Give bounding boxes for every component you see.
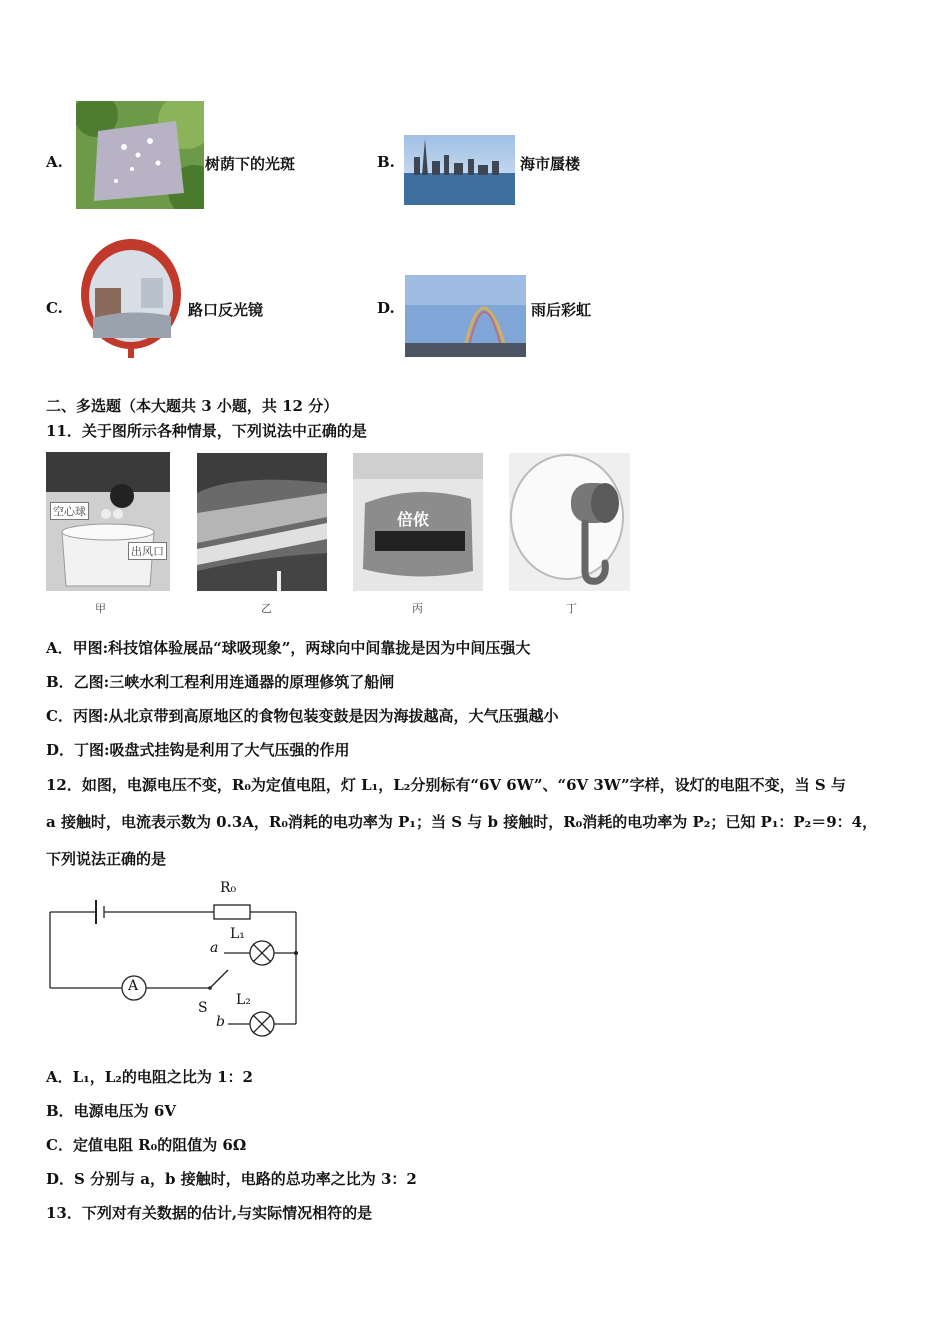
mirage-skyline-image <box>404 135 515 205</box>
contact-b-label: b <box>216 1014 225 1030</box>
q12-option-c: C．定值电阻 R₀的阻值为 6Ω <box>46 1136 247 1154</box>
option-a-letter: A. <box>46 153 63 171</box>
bag-brand-text: 倍侬 <box>397 510 430 529</box>
caption-jia: 甲 <box>95 602 106 615</box>
contact-a-label: a <box>210 940 219 956</box>
three-gorges-dam-image <box>197 453 327 591</box>
q12-option-a: A．L₁，L₂的电阻之比为 1：2 <box>46 1068 253 1086</box>
snack-bag-image <box>353 453 483 591</box>
option-c-label: 路口反光镜 <box>188 301 264 319</box>
q11-stem: 11．关于图所示各种情景，下列说法中正确的是 <box>46 422 367 440</box>
outlet-label: 出风口 <box>128 542 167 560</box>
option-b-label: 海市蜃楼 <box>520 155 581 173</box>
ball-suction-image <box>46 452 170 591</box>
q12-option-b: B．电源电压为 6V <box>46 1102 176 1120</box>
option-b-letter: B. <box>377 153 395 171</box>
caption-ding: 丁 <box>566 602 577 615</box>
q11-option-b: B．乙图:三峡水利工程利用连通器的原理修筑了船闸 <box>46 673 395 691</box>
caption-bing: 丙 <box>412 602 423 615</box>
r0-label: R₀ <box>220 880 237 896</box>
l1-label: L₁ <box>230 926 245 942</box>
option-d-letter: D. <box>377 299 395 317</box>
l2-label: L₂ <box>236 992 251 1008</box>
rainbow-after-rain-image <box>405 275 526 357</box>
q12-option-d: D．S 分别与 a，b 接触时，电路的总功率之比为 3：2 <box>46 1170 417 1188</box>
switch-s-label: S <box>198 1000 208 1016</box>
caption-yi: 乙 <box>261 602 272 615</box>
ammeter-label: A <box>128 978 139 994</box>
road-convex-mirror-image <box>79 238 183 358</box>
option-d-label: 雨后彩虹 <box>531 301 592 319</box>
section-title: 二、多选题（本大题共 3 小题，共 12 分） <box>46 397 339 415</box>
q13-stem: 13．下列对有关数据的估计,与实际情况相符的是 <box>46 1204 373 1222</box>
circuit-diagram <box>46 878 306 1038</box>
q11-option-c: C．丙图:从北京带到高原地区的食物包装变鼓是因为海拔越高，大气压强越小 <box>46 707 559 725</box>
q11-option-a: A．甲图:科技馆体验展品“球吸现象”，两球向中间靠拢是因为中间压强大 <box>46 639 531 657</box>
option-c-letter: C. <box>46 299 63 317</box>
suction-hook-image <box>509 453 630 591</box>
ball-label: 空心球 <box>50 502 89 520</box>
q12-stem-line1: 12．如图，电源电压不变，R₀为定值电阻，灯 L₁，L₂分别标有“6V 6W”、“6V 3W”字样，设灯的电阻不变，当 S 与 <box>46 776 846 794</box>
tree-shade-light-spots-image <box>76 101 204 209</box>
q12-stem-line3: 下列说法正确的是 <box>46 850 167 868</box>
q12-stem-line2: a 接触时，电流表示数为 0.3A，R₀消耗的电功率为 P₁；当 S 与 b 接触时，R₀消耗的电功率为 P₂；已知 P₁：P₂＝9：4， <box>46 813 878 831</box>
q11-option-d: D．丁图:吸盘式挂钩是利用了大气压强的作用 <box>46 741 350 759</box>
option-a-label: 树荫下的光斑 <box>205 155 296 173</box>
